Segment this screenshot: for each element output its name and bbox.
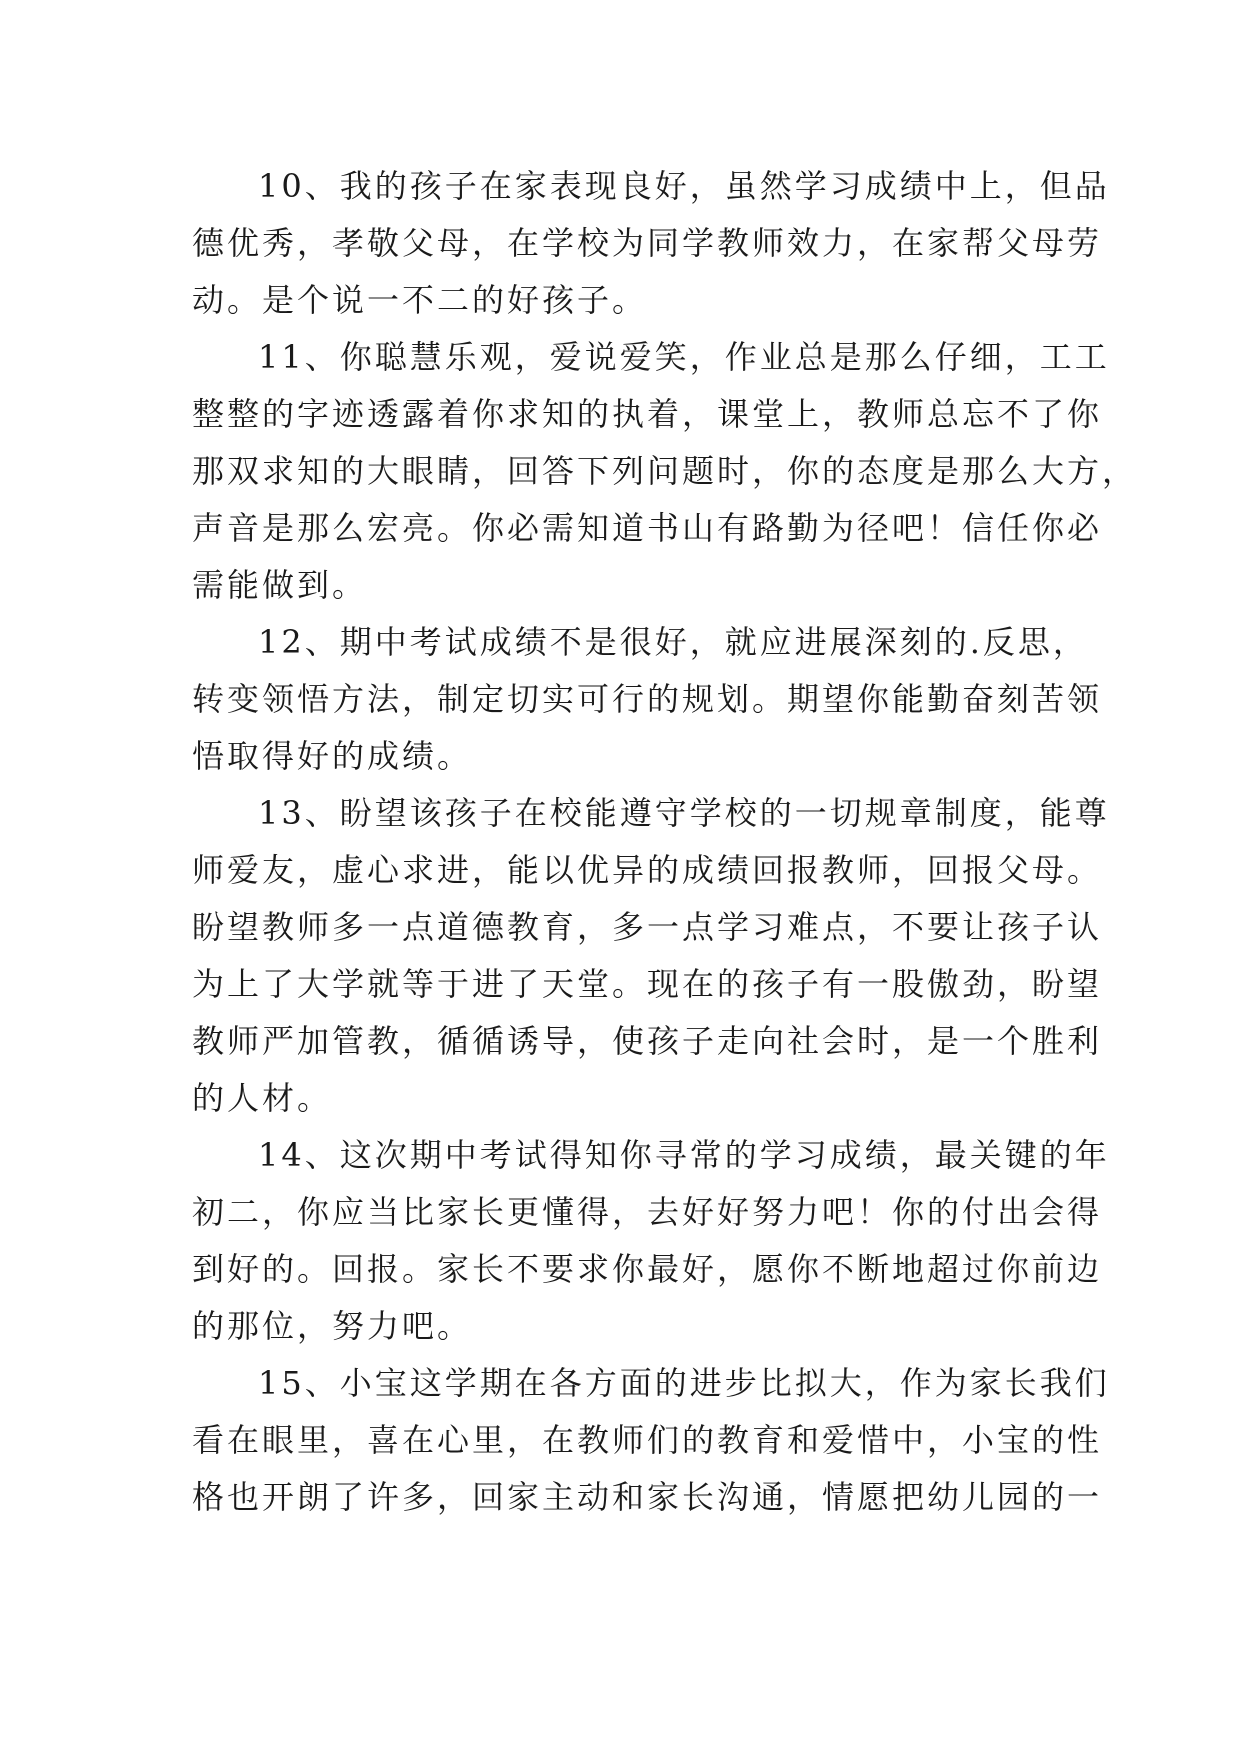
- paragraph-line: 需能做到。: [192, 566, 368, 604]
- paragraph-line: 动。是个说一不二的好孩子。: [192, 281, 648, 319]
- paragraph-line: 声音是那么宏亮。你必需知道书山有路勤为径吧！信任你必: [192, 509, 1103, 547]
- paragraph-11: [192, 329, 1138, 614]
- paragraph-line: 到好的。回报。家长不要求你最好，愿你不断地超过你前边: [192, 1250, 1103, 1288]
- paragraph-line: 教师严加管教，循循诱导，使孩子走向社会时，是一个胜利: [192, 1022, 1103, 1060]
- paragraph-line: 转变领悟方法，制定切实可行的规划。期望你能勤奋刻苦领: [192, 680, 1103, 718]
- paragraph-13: [192, 785, 1110, 1127]
- paragraph-line: 悟取得好的成绩。: [192, 737, 473, 775]
- paragraph-line: 看在眼里，喜在心里，在教师们的教育和爱惜中，小宝的性: [192, 1421, 1103, 1459]
- paragraph-line: 为上了大学就等于进了天堂。现在的孩子有一股傲劲，盼望: [192, 965, 1103, 1003]
- paragraph-10: [192, 158, 1110, 329]
- paragraph-line: 11、你聪慧乐观，爱说爱笑，作业总是那么仔细，工工: [258, 338, 1110, 376]
- paragraph-line: 的那位，努力吧。: [192, 1307, 473, 1345]
- paragraph-line: 13、盼望该孩子在校能遵守学校的一切规章制度，能尊: [258, 794, 1110, 832]
- paragraph-line: 盼望教师多一点道德教育，多一点学习难点，不要让孩子认: [192, 908, 1103, 946]
- paragraph-line: 师爱友，虚心求进，能以优异的成绩回报教师，回报父母。: [192, 851, 1103, 889]
- paragraph-line: 整整的字迹透露着你求知的执着，课堂上，教师总忘不了你: [192, 395, 1103, 433]
- paragraph-line: 格也开朗了许多，回家主动和家长沟通，情愿把幼儿园的一: [192, 1478, 1103, 1516]
- document-body: [192, 158, 1138, 1526]
- paragraph-12: [192, 614, 1103, 785]
- paragraph-line: 10、我的孩子在家表现良好，虽然学习成绩中上，但品: [258, 167, 1110, 205]
- paragraph-line: 那双求知的大眼睛，回答下列问题时，你的态度是那么大方，: [192, 452, 1138, 490]
- paragraph-14: [192, 1127, 1110, 1355]
- paragraph-15: [192, 1355, 1110, 1526]
- paragraph-line: 德优秀，孝敬父母，在学校为同学教师效力，在家帮父母劳: [192, 224, 1103, 262]
- paragraph-line: 14、这次期中考试得知你寻常的学习成绩，最关键的年: [258, 1136, 1110, 1174]
- paragraph-line: 初二，你应当比家长更懂得，去好好努力吧！你的付出会得: [192, 1193, 1103, 1231]
- paragraph-line: 的人材。: [192, 1079, 333, 1117]
- paragraph-line: 15、小宝这学期在各方面的进步比拟大，作为家长我们: [258, 1364, 1110, 1402]
- paragraph-line: 12、期中考试成绩不是很好，就应进展深刻的.反思，: [258, 623, 1088, 661]
